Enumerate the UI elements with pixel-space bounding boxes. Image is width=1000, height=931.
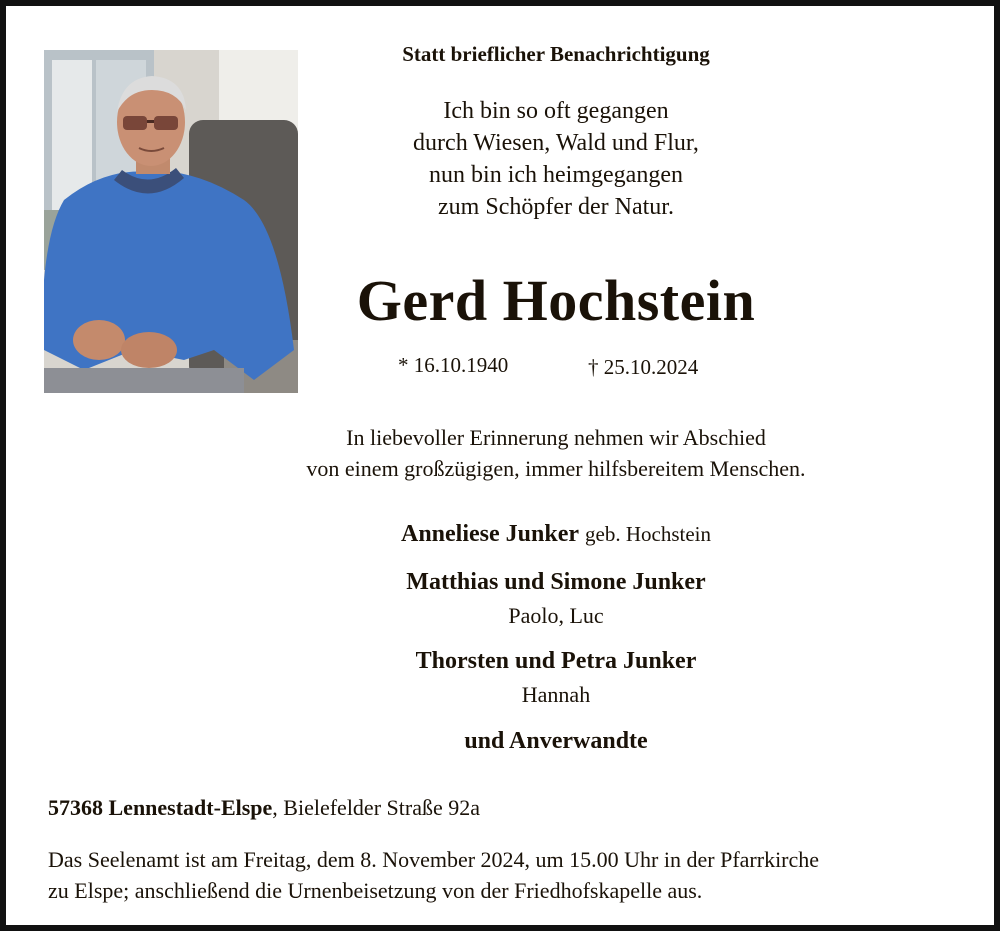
mourner-family-1: Matthias und Simone Junker [406, 569, 706, 595]
service-info [48, 844, 978, 906]
address-street: , Bielefelder Straße 92a [272, 795, 480, 820]
spouse-name: Anneliese Junker [401, 521, 580, 547]
poem-line: Ich bin so oft gegangen [443, 98, 669, 124]
deceased-name: Gerd Hochstein [356, 268, 756, 333]
address [48, 795, 480, 821]
mourner-relatives: und Anverwandte [464, 728, 648, 754]
address-city: 57368 Lennestadt-Elspe [48, 795, 273, 820]
mourner-family-2-children: Hannah [521, 682, 591, 707]
mourner-spouse [206, 521, 906, 548]
remembrance-line: von einem großzügigen, immer hilfsbereitem Menschen. [306, 456, 806, 481]
service-line: zu Elspe; anschließend die Urnenbeisetzung von der Friedhofskapelle aus. [48, 878, 703, 903]
poem-line: zum Schöpfer der Natur. [438, 194, 674, 220]
poem-line: nun bin ich heimgegangen [429, 162, 683, 188]
portrait-photo [44, 50, 298, 393]
header-note: Statt brieflicher Benachrichtigung [402, 42, 710, 66]
spouse-maiden-name: geb. Hochstein [585, 522, 711, 546]
mourner-family-2: Thorsten und Petra Junker [415, 648, 697, 674]
death-date: † 25.10.2024 [588, 355, 699, 379]
remembrance-line: In liebevoller Erinnerung nehmen wir Abschied [346, 425, 766, 450]
remembrance-text [166, 422, 946, 484]
mourner-family-1-children: Paolo, Luc [508, 603, 604, 628]
poem [326, 95, 786, 223]
poem-line: durch Wiesen, Wald und Flur, [413, 130, 699, 156]
birth-date: * 16.10.1940 [398, 353, 509, 377]
service-line: Das Seelenamt ist am Freitag, dem 8. November 2024, um 15.00 Uhr in der Pfarrkirche [48, 847, 820, 872]
